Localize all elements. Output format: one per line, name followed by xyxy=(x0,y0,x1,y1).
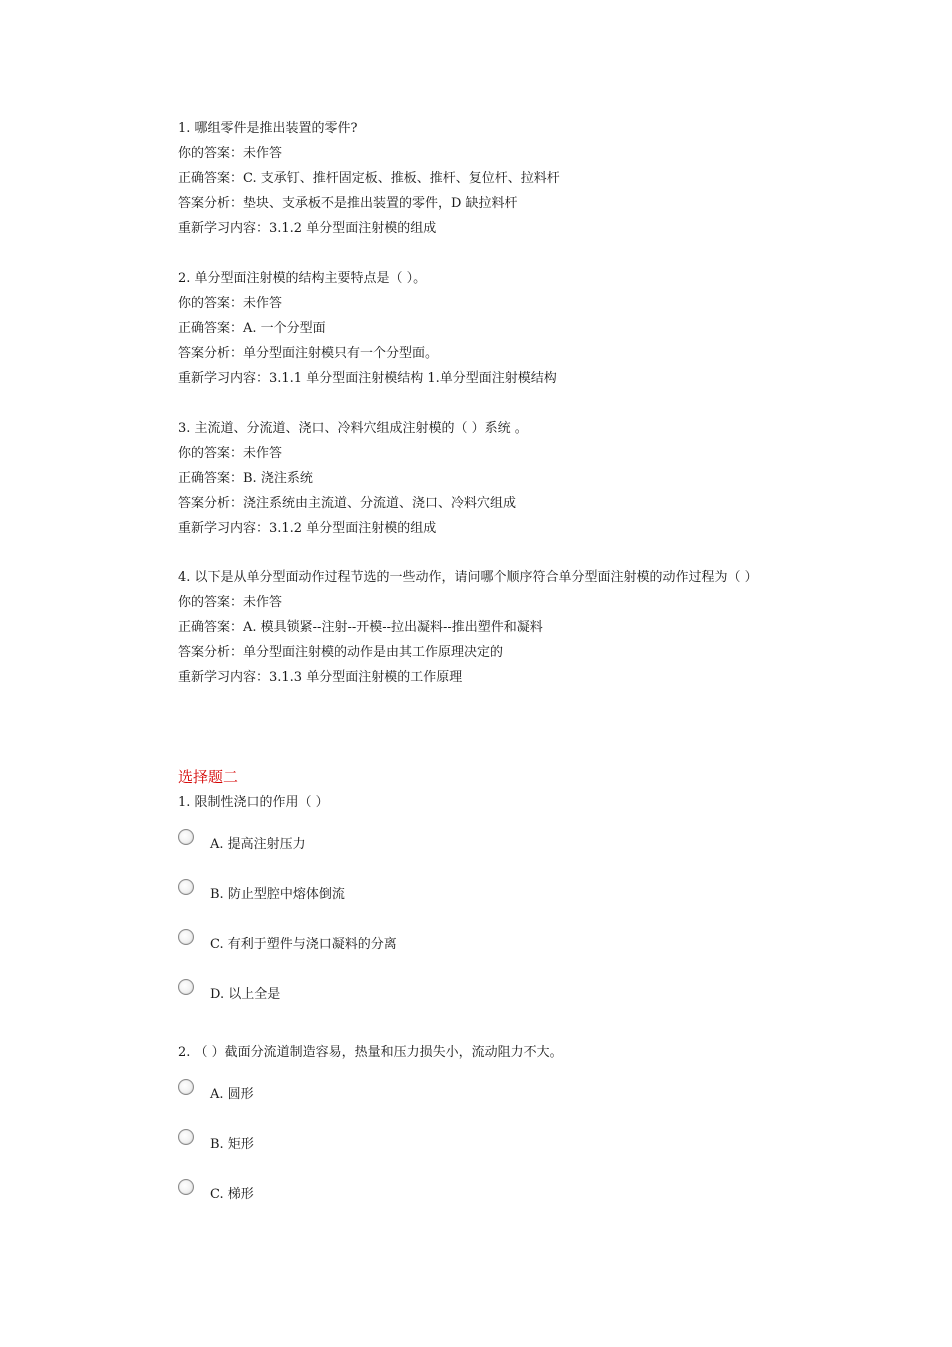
correct-answer: 正确答案：A. 一个分型面 xyxy=(178,321,326,336)
relearn-content: 重新学习内容：3.1.2 单分型面注射模的组成 xyxy=(178,521,437,536)
radio-button[interactable] xyxy=(178,1179,194,1195)
relearn-content: 重新学习内容：3.1.2 单分型面注射模的组成 xyxy=(178,221,437,236)
option-label: A. 提高注射压力 xyxy=(210,837,306,852)
radio-button[interactable] xyxy=(178,829,194,845)
option-label: A. 圆形 xyxy=(210,1087,254,1102)
answer-analysis: 答案分析：浇注系统由主流道、分流道、浇口、冷料穴组成 xyxy=(178,496,517,511)
radio-button[interactable] xyxy=(178,1129,194,1145)
answer-analysis: 答案分析：单分型面注射模的动作是由其工作原理决定的 xyxy=(178,645,504,660)
choice-question-1: 1. 限制性浇口的作用（ ） xyxy=(178,795,329,810)
review-question-2 xyxy=(178,266,788,391)
review-question-3 xyxy=(178,416,788,541)
correct-answer: 正确答案：C. 支承钉、推杆固定板、推板、推杆、复位杆、拉料杆 xyxy=(178,171,560,186)
correct-answer: 正确答案：B. 浇注系统 xyxy=(178,471,313,486)
your-answer: 你的答案：未作答 xyxy=(178,595,283,610)
question-text: 1. 哪组零件是推出装置的零件? xyxy=(178,121,358,136)
radio-button[interactable] xyxy=(178,979,194,995)
relearn-content: 重新学习内容：3.1.1 单分型面注射模结构 1.单分型面注射模结构 xyxy=(178,371,557,386)
option-label: D. 以上全是 xyxy=(210,987,281,1002)
question-text: 2. 单分型面注射模的结构主要特点是（ ）。 xyxy=(178,271,427,286)
your-answer: 你的答案：未作答 xyxy=(178,446,283,461)
question-text: 3. 主流道、分流道、浇口、冷料穴组成注射模的（ ）系统 。 xyxy=(178,421,528,436)
question-text: 4. 以下是从单分型面动作过程节选的一些动作，请问哪个顺序符合单分型面注射模的动作过程为（ ） xyxy=(178,570,758,585)
option-label: B. 防止型腔中熔体倒流 xyxy=(210,887,345,902)
your-answer: 你的答案：未作答 xyxy=(178,296,283,311)
radio-button[interactable] xyxy=(178,929,194,945)
option-label: C. 有利于塑件与浇口凝料的分离 xyxy=(210,937,397,952)
option-label: B. 矩形 xyxy=(210,1137,254,1152)
choice-question-2: 2. （ ）截面分流道制造容易，热量和压力损失小，流动阻力不大。 xyxy=(178,1045,563,1060)
option-label: C. 梯形 xyxy=(210,1187,254,1202)
your-answer: 你的答案：未作答 xyxy=(178,146,283,161)
correct-answer: 正确答案：A. 模具锁紧--注射--开模--拉出凝料--推出塑件和凝料 xyxy=(178,620,543,635)
review-question-4 xyxy=(178,565,788,690)
radio-button[interactable] xyxy=(178,879,194,895)
answer-analysis: 答案分析：垫块、支承板不是推出装置的零件，D 缺拉料杆 xyxy=(178,196,518,211)
review-question-1 xyxy=(178,116,788,241)
answer-analysis: 答案分析：单分型面注射模只有一个分型面。 xyxy=(178,346,439,361)
radio-button[interactable] xyxy=(178,1079,194,1095)
relearn-content: 重新学习内容：3.1.3 单分型面注射模的工作原理 xyxy=(178,670,463,685)
section-title: 选择题二 xyxy=(178,768,239,786)
